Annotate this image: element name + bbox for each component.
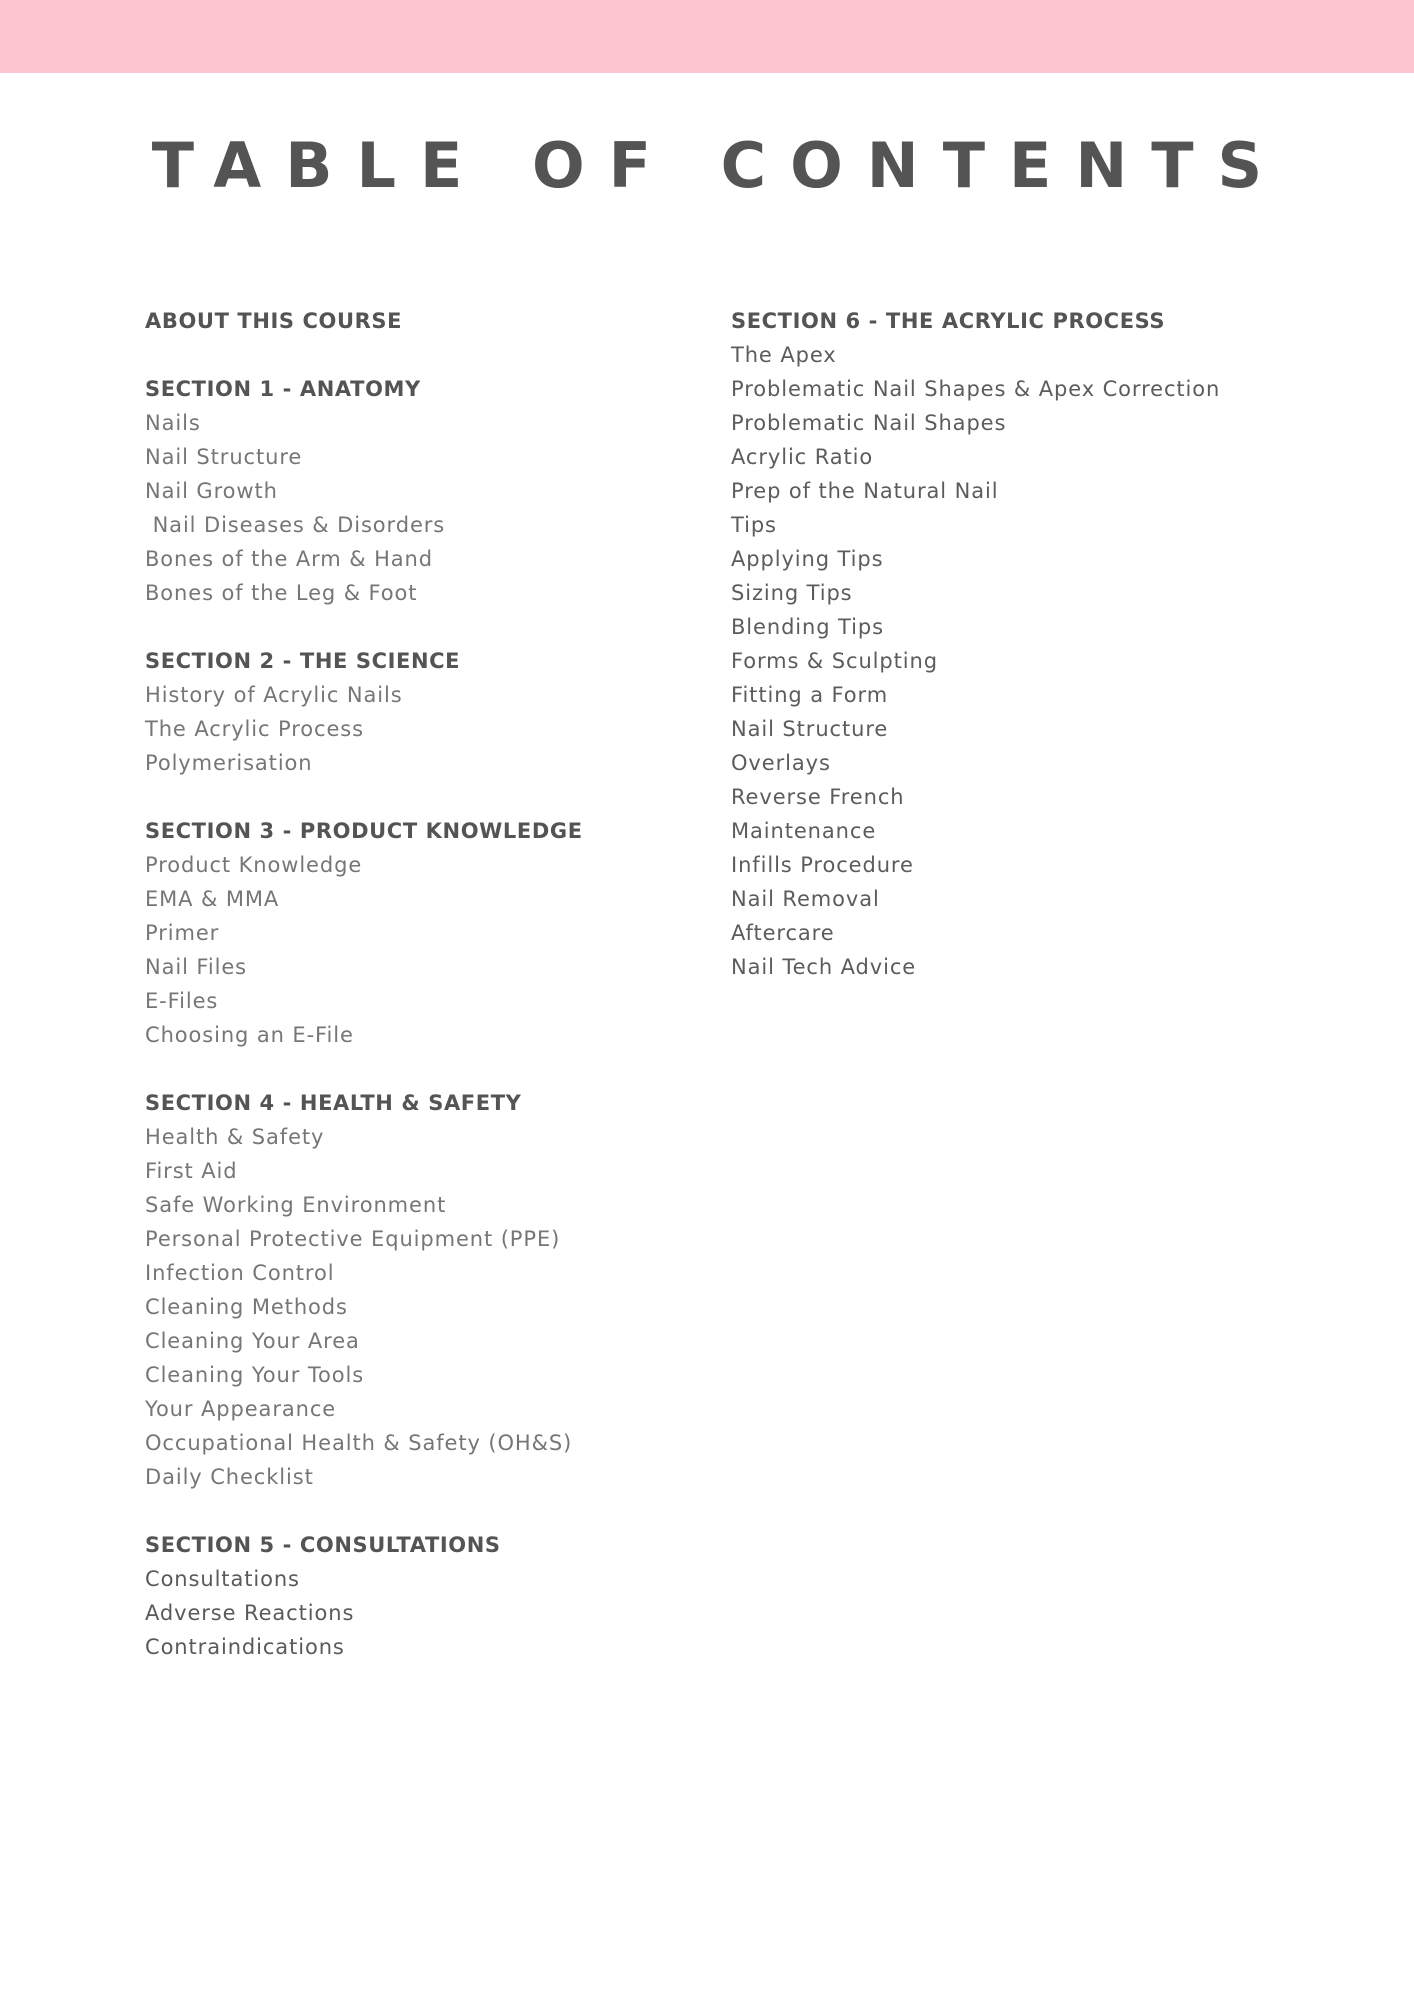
- toc-entry[interactable]: Daily Checklist: [145, 1465, 314, 1489]
- toc-section-6: [731, 304, 1371, 984]
- toc-entry[interactable]: The Acrylic Process: [145, 717, 364, 741]
- toc-entry[interactable]: Nail Structure: [145, 445, 303, 469]
- toc-entry[interactable]: Applying Tips: [731, 547, 884, 571]
- toc-entry[interactable]: First Aid: [145, 1159, 238, 1183]
- toc-section-heading[interactable]: ABOUT THIS COURSE: [145, 309, 403, 333]
- toc-entry[interactable]: Nail Files: [145, 955, 248, 979]
- toc-entry[interactable]: Nail Diseases & Disorders: [145, 513, 446, 537]
- toc-entry[interactable]: Your Appearance: [145, 1397, 337, 1421]
- toc-entry[interactable]: Forms & Sculpting: [731, 649, 938, 673]
- toc-section-heading[interactable]: SECTION 4 - HEALTH & SAFETY: [145, 1091, 522, 1115]
- toc-section-1: [145, 372, 705, 610]
- toc-entry[interactable]: Overlays: [731, 751, 831, 775]
- toc-entry[interactable]: Nail Tech Advice: [731, 955, 917, 979]
- toc-section-heading[interactable]: SECTION 3 - PRODUCT KNOWLEDGE: [145, 819, 583, 843]
- toc-entry[interactable]: Cleaning Your Tools: [145, 1363, 365, 1387]
- header-accent-band: [0, 0, 1414, 73]
- toc-entry[interactable]: E-Files: [145, 989, 219, 1013]
- toc-entry[interactable]: Fitting a Form: [731, 683, 889, 707]
- toc-section-heading[interactable]: SECTION 5 - CONSULTATIONS: [145, 1533, 501, 1557]
- toc-entry[interactable]: Adverse Reactions: [145, 1601, 355, 1625]
- toc-left-column: [145, 304, 705, 1664]
- toc-entry[interactable]: Safe Working Environment: [145, 1193, 447, 1217]
- toc-entry[interactable]: Nail Structure: [731, 717, 889, 741]
- toc-entry[interactable]: Occupational Health & Safety (OH&S): [145, 1431, 573, 1455]
- toc-entry[interactable]: Aftercare: [731, 921, 835, 945]
- toc-entry[interactable]: Nail Removal: [731, 887, 880, 911]
- toc-entry[interactable]: Infection Control: [145, 1261, 335, 1285]
- toc-entry[interactable]: Nails: [145, 411, 201, 435]
- toc-entry[interactable]: Contraindications: [145, 1635, 345, 1659]
- toc-section-4: [145, 1086, 705, 1494]
- toc-section-heading[interactable]: SECTION 6 - THE ACRYLIC PROCESS: [731, 309, 1166, 333]
- toc-right-column: [731, 304, 1371, 984]
- toc-entry[interactable]: Polymerisation: [145, 751, 313, 775]
- toc-entry[interactable]: Cleaning Methods: [145, 1295, 348, 1319]
- toc-section-about: [145, 304, 705, 338]
- toc-entry[interactable]: Problematic Nail Shapes & Apex Correction: [731, 377, 1221, 401]
- toc-entry[interactable]: Product Knowledge: [145, 853, 363, 877]
- toc-section-2: [145, 644, 705, 780]
- page-title: TABLE OF CONTENTS: [151, 129, 1287, 202]
- toc-entry[interactable]: Bones of the Leg & Foot: [145, 581, 418, 605]
- toc-entry[interactable]: Blending Tips: [731, 615, 884, 639]
- toc-entry[interactable]: Consultations: [145, 1567, 300, 1591]
- toc-entry[interactable]: Prep of the Natural Nail: [731, 479, 999, 503]
- toc-entry[interactable]: Choosing an E-File: [145, 1023, 354, 1047]
- toc-entry[interactable]: Tips: [731, 513, 777, 537]
- toc-entry[interactable]: Health & Safety: [145, 1125, 325, 1149]
- toc-entry[interactable]: Nail Growth: [145, 479, 278, 503]
- toc-entry[interactable]: Acrylic Ratio: [731, 445, 874, 469]
- toc-section-heading[interactable]: SECTION 1 - ANATOMY: [145, 377, 421, 401]
- toc-section-heading[interactable]: SECTION 2 - THE SCIENCE: [145, 649, 461, 673]
- toc-section-5: [145, 1528, 705, 1664]
- toc-section-3: [145, 814, 705, 1052]
- toc-entry[interactable]: Reverse French: [731, 785, 905, 809]
- toc-entry[interactable]: History of Acrylic Nails: [145, 683, 403, 707]
- toc-entry[interactable]: Primer: [145, 921, 220, 945]
- toc-entry[interactable]: Cleaning Your Area: [145, 1329, 360, 1353]
- toc-entry[interactable]: Personal Protective Equipment (PPE): [145, 1227, 561, 1251]
- toc-entry[interactable]: Problematic Nail Shapes: [731, 411, 1007, 435]
- toc-entry[interactable]: EMA & MMA: [145, 887, 280, 911]
- toc-entry[interactable]: Sizing Tips: [731, 581, 853, 605]
- toc-entry[interactable]: Infills Procedure: [731, 853, 914, 877]
- toc-entry[interactable]: The Apex: [731, 343, 837, 367]
- toc-entry[interactable]: Maintenance: [731, 819, 877, 843]
- toc-entry[interactable]: Bones of the Arm & Hand: [145, 547, 433, 571]
